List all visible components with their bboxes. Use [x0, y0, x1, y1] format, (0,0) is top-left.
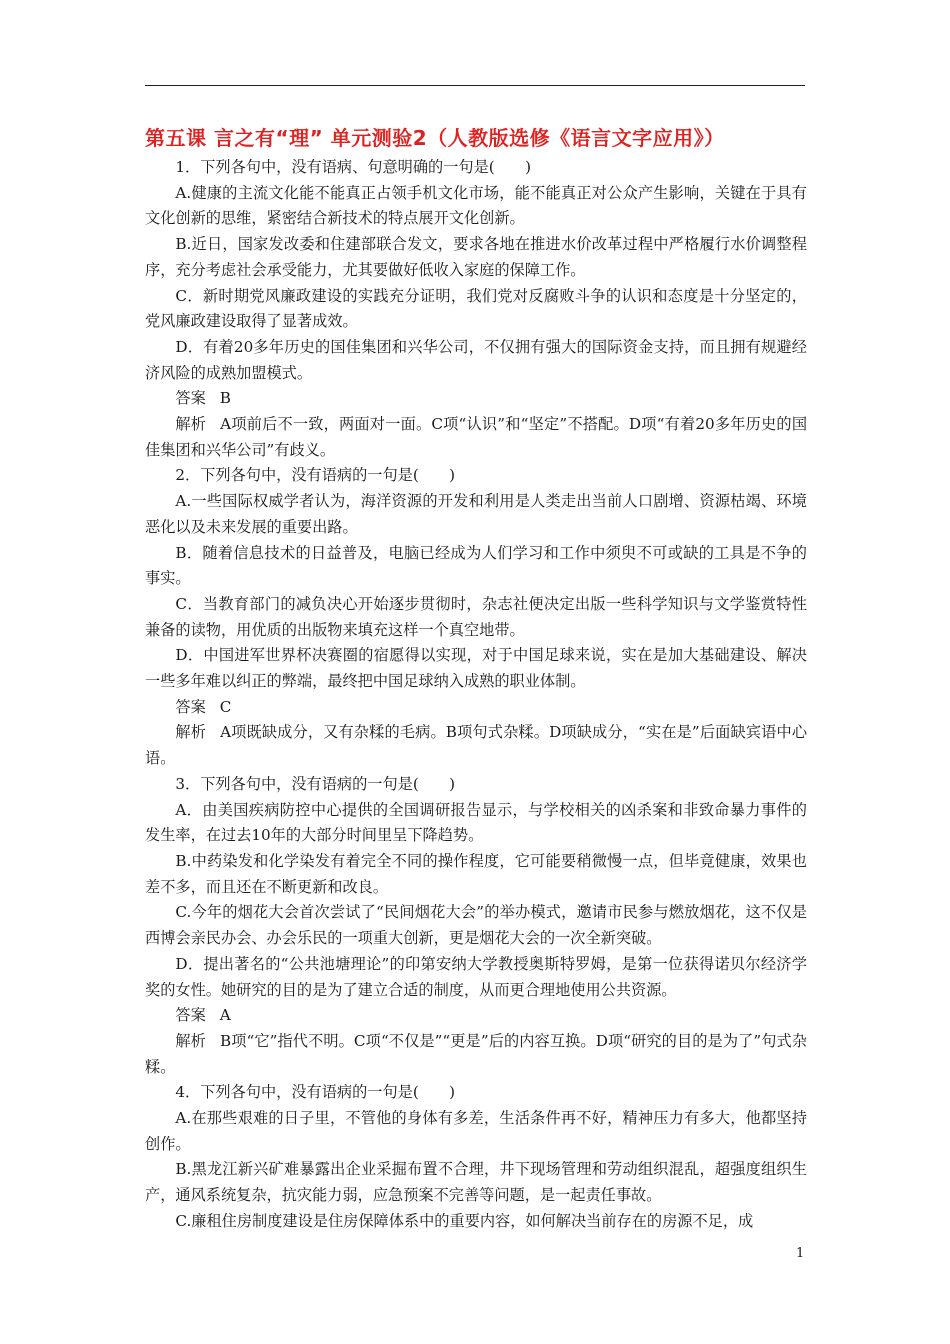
option-text: A.一些国际权威学者认为，海洋资源的开发和利用是人类走出当前人口剧增、资源枯竭、环境恶化以及未来发展的重要出路。: [145, 492, 807, 536]
analysis-label: 解析: [175, 1031, 206, 1050]
option-paragraph: [145, 900, 807, 951]
answer-paragraph: [145, 695, 807, 721]
option-paragraph: [145, 592, 807, 643]
answer-label: 答案: [175, 389, 206, 408]
question-paragraph: [145, 463, 807, 489]
analysis-text: B项“它”指代不明。C项“不仅是”“更是”后的内容互换。D项“研究的目的是为了”句式杂糅。: [145, 1031, 808, 1076]
analysis-paragraph: [145, 412, 807, 463]
analysis-label: 解析: [175, 415, 207, 434]
option-paragraph: [145, 1157, 807, 1208]
option-text: C．当教育部门的减负决心开始逐步贯彻时，杂志社便决定出版一些科学知识与文学鉴赏特性兼备的读物，用优质的出版物来填充这样一个真空地带。: [145, 594, 807, 639]
option-text: B.中药染发和化学染发有着完全不同的操作程度，它可能要稍微慢一点，但毕竟健康，效果也差不多，而且还在不断更新和改良。: [145, 851, 807, 896]
option-text: B．随着信息技术的日益普及，电脑已经成为人们学习和工作中须臾不可或缺的工具是不争的事实。: [145, 543, 807, 588]
page-number: 1: [796, 1246, 805, 1261]
option-text: A．由美国疾病防控中心提供的全国调研报告显示，与学校相关的凶杀案和非致命暴力事件的发生率，在过去10年的大部分时间里呈下降趋势。: [145, 800, 807, 845]
analysis-paragraph: [145, 720, 807, 771]
answer-paragraph: [145, 1003, 807, 1029]
option-text: C.今年的烟花大会首次尝试了“民间烟花大会”的举办模式，邀请市民参与燃放烟花，这不仅是西博会亲民办会、办会乐民的一项重大创新，更是烟花大会的一次全新突破。: [145, 903, 807, 948]
option-paragraph: [145, 798, 807, 849]
answer-label: 答案: [175, 1006, 206, 1025]
question-text: 1．下列各句中，没有语病、句意明确的一句是( ): [175, 158, 532, 176]
option-text: A.在那些艰难的日子里，不管他的身体有多差，生活条件再不好，精神压力有多大，他都坚持创作。: [145, 1109, 807, 1153]
option-text: C．新时期党风廉政建设的实践充分证明，我们党对反腐败斗争的认识和态度是十分坚定的，党风廉政建设取得了显著成效。: [145, 286, 807, 331]
option-paragraph: [145, 541, 807, 592]
option-text: D．提出著名的“公共池塘理论”的印第安纳大学教授奥斯特罗姆，是第一位获得诺贝尔经济学奖的女性。她研究的目的是为了建立合适的制度，从而更合理地使用公共资源。: [145, 954, 807, 999]
question-text: 3．下列各句中，没有语病的一句是( ): [175, 774, 456, 793]
analysis-text: A项既缺成分，又有杂糅的毛病。B项句式杂糅。D项缺成分，“实在是”后面缺宾语中心语。: [145, 723, 808, 768]
answer-paragraph: [145, 386, 807, 412]
option-paragraph: [145, 1106, 807, 1157]
option-paragraph: [145, 232, 807, 283]
option-text: B.近日，国家发改委和住建部联合发文，要求各地在推进水价改革过程中严格履行水价调整程序，充分考虑社会承受能力，尤其要做好低收入家庭的保障工作。: [145, 235, 807, 279]
option-text: D．有着20多年历史的国佳集团和兴华公司，不仅拥有强大的国际资金支持，而且拥有规避经济风险的成熟加盟模式。: [145, 337, 807, 382]
page-title: 第五课 言之有“理” 单元测验2（人教版选修《语言文字应用》）: [145, 126, 725, 150]
answer-text: C: [219, 697, 232, 716]
question-paragraph: [145, 1080, 807, 1106]
option-paragraph: [145, 952, 807, 1003]
answer-text: A: [219, 1006, 231, 1025]
question-paragraph: [145, 155, 807, 181]
question-paragraph: [145, 772, 807, 798]
option-paragraph: [145, 849, 807, 900]
option-paragraph: [145, 489, 807, 540]
option-text: D．中国进军世界杯决赛圈的宿愿得以实现，对于中国足球来说，实在是加大基础建设、解决一些多年难以纠正的弊端，最终把中国足球纳入成熟的职业体制。: [145, 646, 807, 691]
analysis-paragraph: [145, 1029, 807, 1080]
option-text: B.黑龙江新兴矿难暴露出企业采掘布置不合理，井下现场管理和劳动组织混乱，超强度组织生产，通风系统复杂，抗灾能力弱，应急预案不完善等问题，是一起责任事故。: [145, 1160, 807, 1205]
option-paragraph: [145, 181, 807, 232]
document-body: [145, 155, 807, 1235]
question-text: 4．下列各句中，没有语病的一句是( ): [175, 1083, 456, 1102]
option-text: C.廉租住房制度建设是住房保障体系中的重要内容，如何解决当前存在的房源不足，成: [175, 1211, 754, 1230]
analysis-text: A项前后不一致，两面对一面。C项“认识”和“坚定”不搭配。D项“有着20多年历史的国佳集团和兴华公司”有歧义。: [145, 415, 808, 459]
option-paragraph: [145, 284, 807, 335]
analysis-label: 解析: [175, 723, 207, 742]
answer-label: 答案: [175, 697, 206, 716]
option-paragraph: [145, 335, 807, 386]
option-text: A.健康的主流文化能不能真正占领手机文化市场，能不能真正对公众产生影响，关键在于具有文化创新的思维，紧密结合新技术的特点展开文化创新。: [145, 183, 807, 228]
header-rule: [145, 85, 805, 86]
answer-text: B: [219, 389, 231, 408]
option-paragraph: [145, 1209, 807, 1235]
question-text: 2．下列各句中，没有语病的一句是( ): [175, 466, 456, 485]
option-paragraph: [145, 643, 807, 694]
